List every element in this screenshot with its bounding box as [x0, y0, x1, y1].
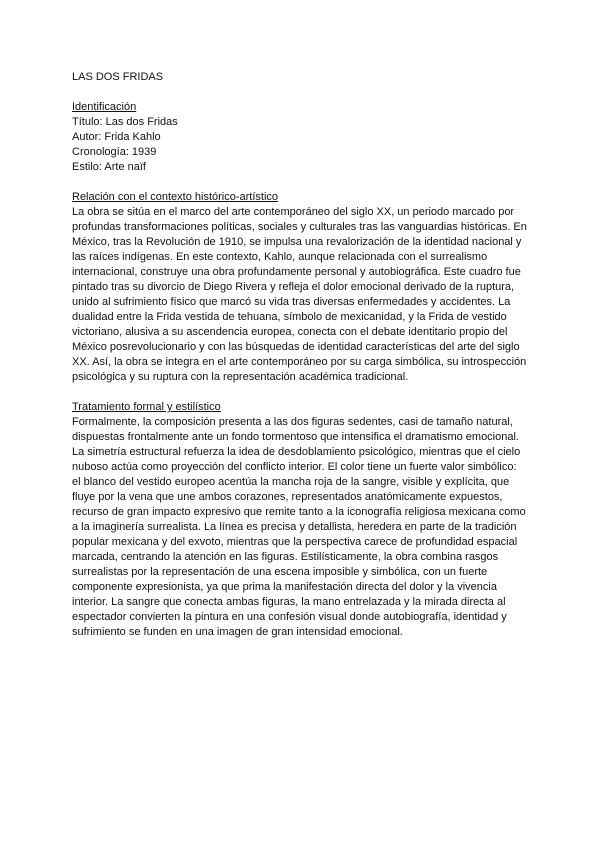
field-titulo: Título: Las dos Fridas: [72, 116, 178, 128]
field-cronologia: Cronología: 1939: [72, 146, 157, 158]
contexto-heading: Relación con el contexto histórico-artístico: [72, 191, 279, 203]
spacer: [72, 175, 528, 190]
spacer: [72, 385, 528, 400]
tratamiento-paragraph: Formalmente, la composición presenta a las dos figuras sedentes, casi de tamaño natural, dispuestas frontalmente ante un fondo tormentoso que intensifica el dramatismo emocional. La simetría estructural refuerza la idea de desdoblamiento psicológico, mientras que el cielo nuboso actúa como proyección del conflicto interior. El color tiene un fuerte valor simbólico: el blanco del vestido europeo acentúa la mancha roja de la sangre, visible y explícita, que fluye por la vena que une ambos corazones, representados anatómicamente expuestos, recurso de gran impacto expresivo que remite tanto a la iconografía religiosa mexicana como a la imaginería surrealista. La línea es precisa y detallista, heredera en parte de la tradición popular mexicana y del exvoto, mientras que la perspectiva carece de profundidad espacial marcada, centrando la atención en las figuras. Estilísticamente, la obra combina rasgos surrealistas por la representación de una escena imposible y simbólica, con un fuerte componente expresionista, ya que prima la manifestación directa del dolor y la vivencia interior. La sangre que conecta ambas figuras, la mano entrelazada y la mirada directa al espectador convierten la pintura en una confesión visual donde autobiografía, identidad y sufrimiento se funden en una imagen de gran intensidad emocional.: [72, 416, 526, 638]
document-title: LAS DOS FRIDAS: [72, 71, 164, 83]
field-autor: Autor: Frida Kahlo: [72, 131, 161, 143]
tratamiento-heading: Tratamiento formal y estilístico: [72, 401, 221, 413]
contexto-paragraph: La obra se sitúa en el marco del arte contemporáneo del siglo XX, un periodo marcado por profundas transformaciones políticas, sociales y culturales tras las vanguardias históricas. En México, tras la Revolución de 1910, se impulsa una revalorización de la identidad nacional y las raíces indígenas. En este contexto, Kahlo, aunque relacionada con el surrealismo internacional, construye una obra profundamente personal y autobiográfica. Este cuadro fue pintado tras su divorcio de Diego Rivera y refleja el dolor emocional derivado de la ruptura, unido al sufrimiento físico que marcó su vida tras diversas enfermedades y accidentes. La dualidad entre la Frida vestida de tehuana, símbolo de mexicanidad, y la Frida de vestido victoriano, alusiva a su ascendencia europea, conecta con el debate identitario propio del México posrevolucionario y con las búsquedas de identidad características del arte del siglo XX. Así, la obra se integra en el arte contemporáneo por su carga simbólica, su introspección psicológica y su ruptura con la representación académica tradicional.: [72, 206, 527, 383]
field-estilo: Estilo: Arte naïf: [72, 161, 146, 173]
identificacion-heading: Identificación: [72, 101, 137, 113]
document-page: [72, 70, 528, 640]
